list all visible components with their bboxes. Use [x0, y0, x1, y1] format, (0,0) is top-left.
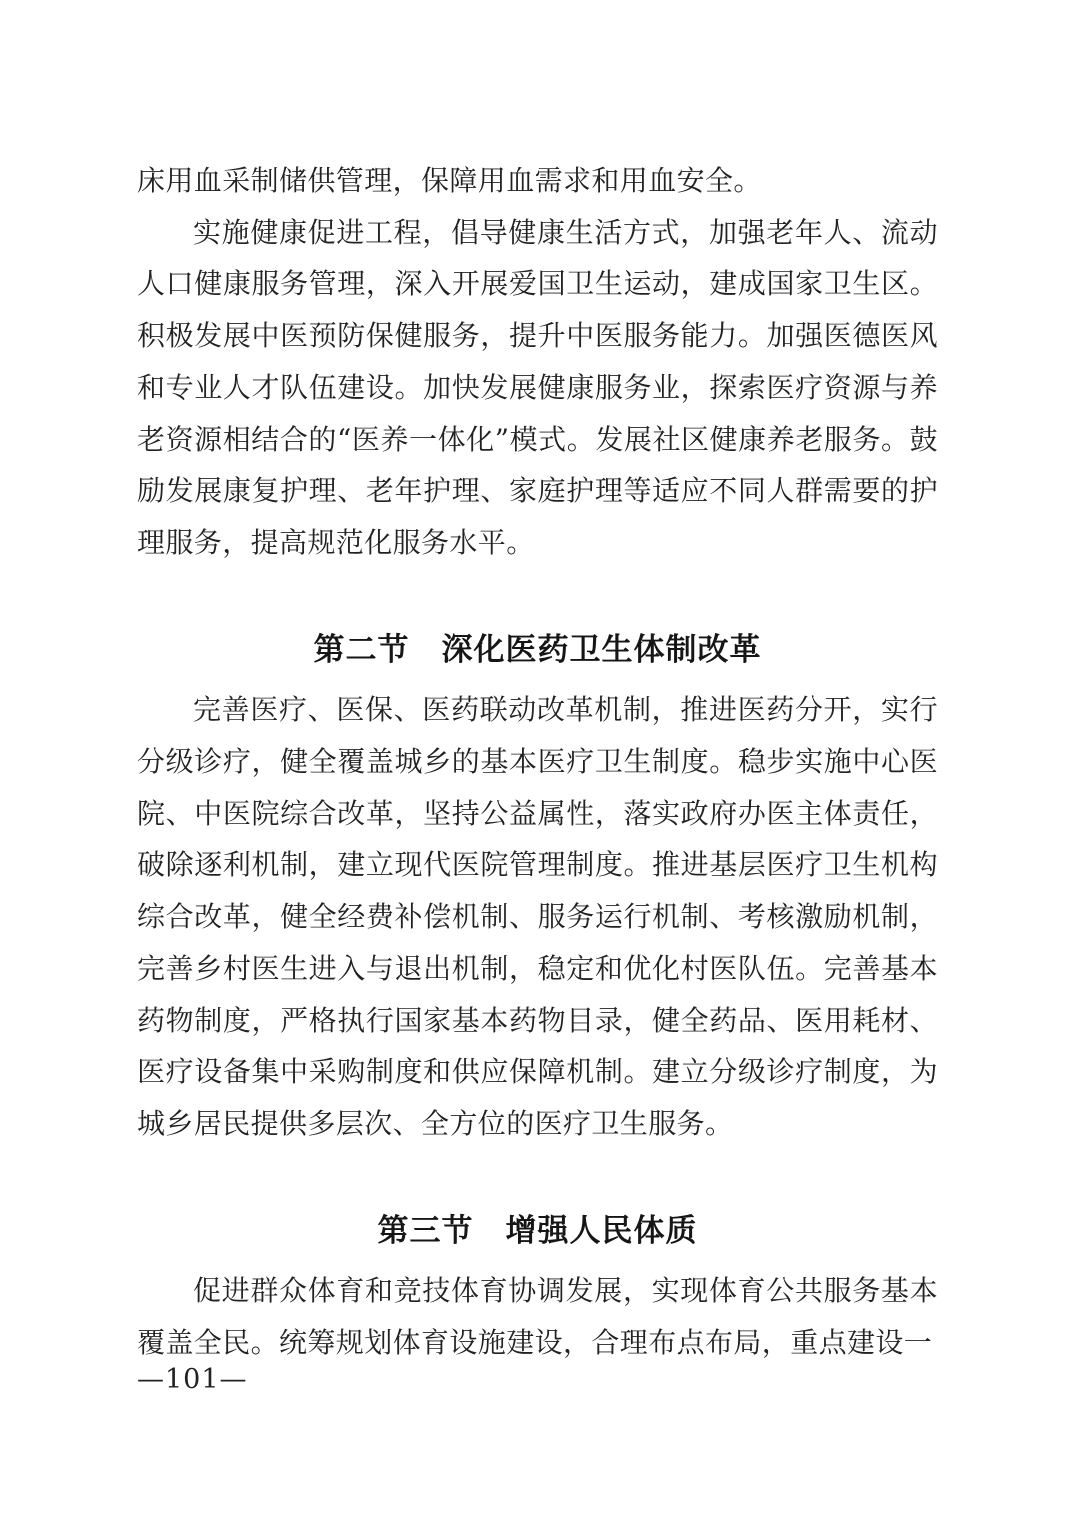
paragraph-medical-reform: 完善医疗、医保、医药联动改革机制，推进医药分开，实行分级诊疗，健全覆盖城乡的基本医疗卫生制度。稳步实施中心医院、中医院综合改革，坚持公益属性，落实政府办医主体责任，破除逐利机制，建立现代医院管理制度。推进基层医疗卫生机构综合改革，健全经费补偿机制、服务运行机制、考核激励机制，完善乡村医生进入与退出机制，稳定和优化村医队伍。完善基本药物制度，严格执行国家基本药物目录，健全药品、医用耗材、医疗设备集中采购制度和供应保障机制。建立分级诊疗制度，为城乡居民提供多层次、全方位的医疗卫生服务。 — [137, 693, 938, 1140]
paragraph-physical-fitness: 促进群众体育和竞技体育协调发展，实现体育公共服务基本覆盖全民。统筹规划体育设施建设，合理布点布局，重点建设一 — [137, 1274, 938, 1360]
paragraph-continuation-blood-supply: 床用血采制储供管理，保障用血需求和用血安全。 — [137, 164, 762, 197]
paragraph-health-promotion: 实施健康促进工程，倡导健康生活方式，加强老年人、流动人口健康服务管理，深入开展爱国卫生运动，建成国家卫生区。积极发展中医预防保健服务，提升中医服务能力。加强医德医风和专业人才队伍建设。加快发展健康服务业，探索医疗资源与养老资源相结合的“医养一体化”模式。发展社区健康养老服务。鼓励发展康复护理、老年护理、家庭护理等适应不同人群需要的护理服务，提高规范化服务水平。 — [137, 215, 938, 559]
section-heading-medical-reform: 第二节 深化医药卫生体制改革 — [313, 631, 762, 668]
section-heading-physical-fitness: 第三节 增强人民体质 — [377, 1212, 698, 1249]
document-content — [137, 155, 938, 1369]
page-number: —101— — [137, 1364, 248, 1395]
